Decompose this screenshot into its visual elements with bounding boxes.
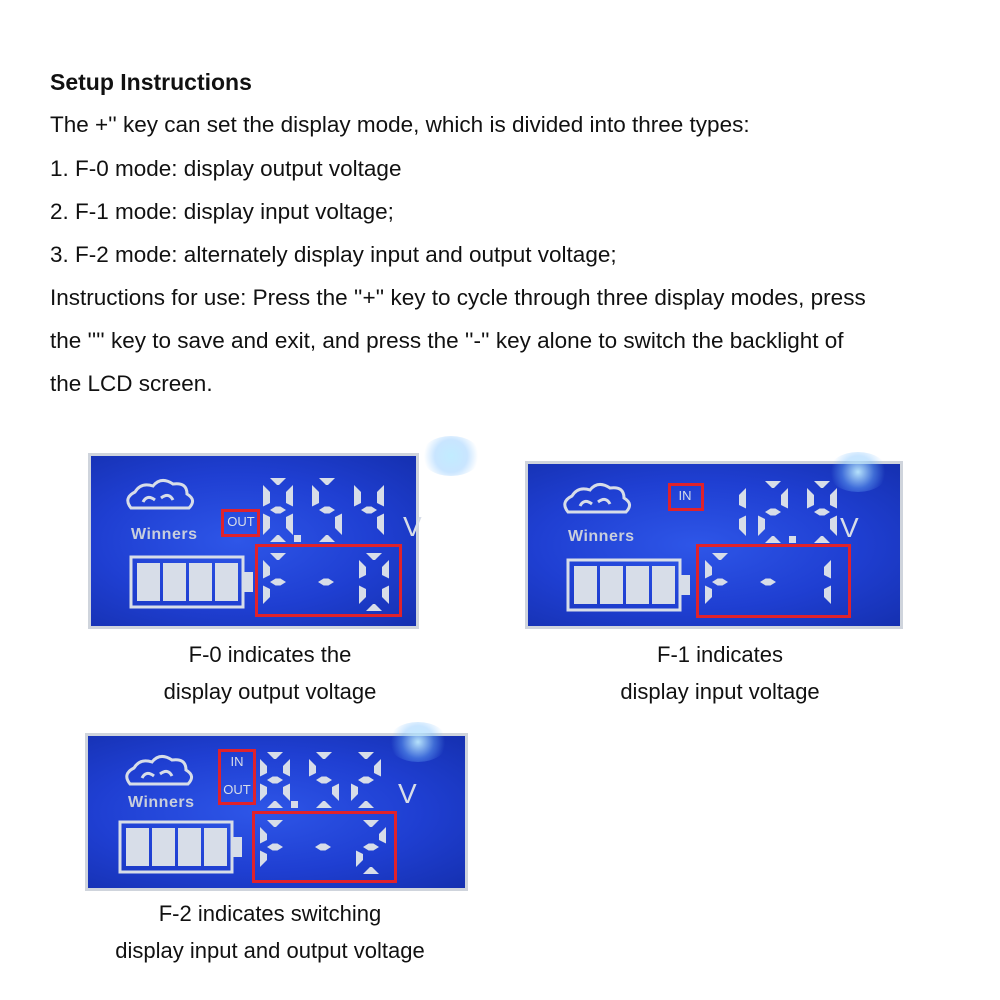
display-caption xyxy=(90,636,450,710)
battery-icon xyxy=(566,556,696,614)
segment-digit-2 xyxy=(351,752,381,808)
voltage-readout xyxy=(258,750,393,810)
segment-digit-8 xyxy=(263,478,293,542)
volt-unit-label: V xyxy=(398,778,417,809)
out-indicator: OUT xyxy=(227,514,255,529)
caption-line: F-2 indicates switching xyxy=(158,901,382,926)
segment-digit-1 xyxy=(739,488,746,536)
cloud-logo-icon xyxy=(120,754,200,796)
brand-label: Winners xyxy=(568,528,635,545)
segment-digit-8 xyxy=(260,752,290,808)
decimal-point xyxy=(294,535,301,542)
segment-digit-9 xyxy=(807,481,837,543)
segment-digit-2 xyxy=(758,481,788,543)
cloud-logo-icon xyxy=(558,482,638,524)
voltage-readout xyxy=(714,479,844,545)
segment-digit-5 xyxy=(309,752,339,808)
lcd-screen xyxy=(88,453,422,629)
instruction-line: the LCD screen. xyxy=(50,371,213,396)
caption-line: display output voltage xyxy=(163,679,377,704)
lcd-screen xyxy=(525,461,903,629)
mode-highlight-box xyxy=(255,544,402,617)
instruction-line: 1. F-0 mode: display output voltage xyxy=(50,156,402,181)
instruction-line: The +'' key can set the display mode, which is divided into three types: xyxy=(50,112,750,137)
mode-highlight-box xyxy=(252,811,397,883)
voltage-readout xyxy=(261,476,401,544)
caption-line: display input and output voltage xyxy=(115,938,425,963)
in-indicator: IN xyxy=(678,488,692,503)
instruction-line: the '''' key to save and exit, and press the ''-'' key alone to switch the backlight of xyxy=(50,328,844,353)
segment-digit-5 xyxy=(312,478,342,542)
instruction-line: 3. F-2 mode: alternately display input and output voltage; xyxy=(50,242,617,267)
mode-highlight-box xyxy=(696,544,851,618)
caption-line: display input voltage xyxy=(620,679,820,704)
volt-unit-label: V xyxy=(840,512,859,543)
setup-instructions xyxy=(50,66,970,405)
brand-label: Winners xyxy=(128,794,195,811)
battery-icon xyxy=(129,553,259,611)
battery-icon xyxy=(118,818,248,876)
display-caption xyxy=(88,895,452,969)
decimal-point xyxy=(291,801,298,808)
caption-line: F-1 indicates xyxy=(657,642,783,667)
in-indicator: IN xyxy=(230,754,244,769)
instruction-line: Instructions for use: Press the ''+'' key to cycle through three display modes, press xyxy=(50,285,866,310)
indicator-highlight-box xyxy=(221,509,260,537)
caption-line: F-0 indicates the xyxy=(188,642,352,667)
instruction-line: 2. F-1 mode: display input voltage; xyxy=(50,199,394,224)
indicator-highlight-box xyxy=(218,749,256,805)
display-caption xyxy=(540,636,900,710)
instructions-title: Setup Instructions xyxy=(50,69,252,95)
brand-label: Winners xyxy=(131,526,198,543)
decimal-point xyxy=(789,536,796,543)
out-indicator: OUT xyxy=(223,782,251,797)
segment-digit-4 xyxy=(354,485,384,535)
lcd-screen xyxy=(85,733,468,891)
cloud-logo-icon xyxy=(121,478,201,520)
indicator-highlight-box xyxy=(668,483,704,511)
volt-unit-label: V xyxy=(403,511,422,542)
